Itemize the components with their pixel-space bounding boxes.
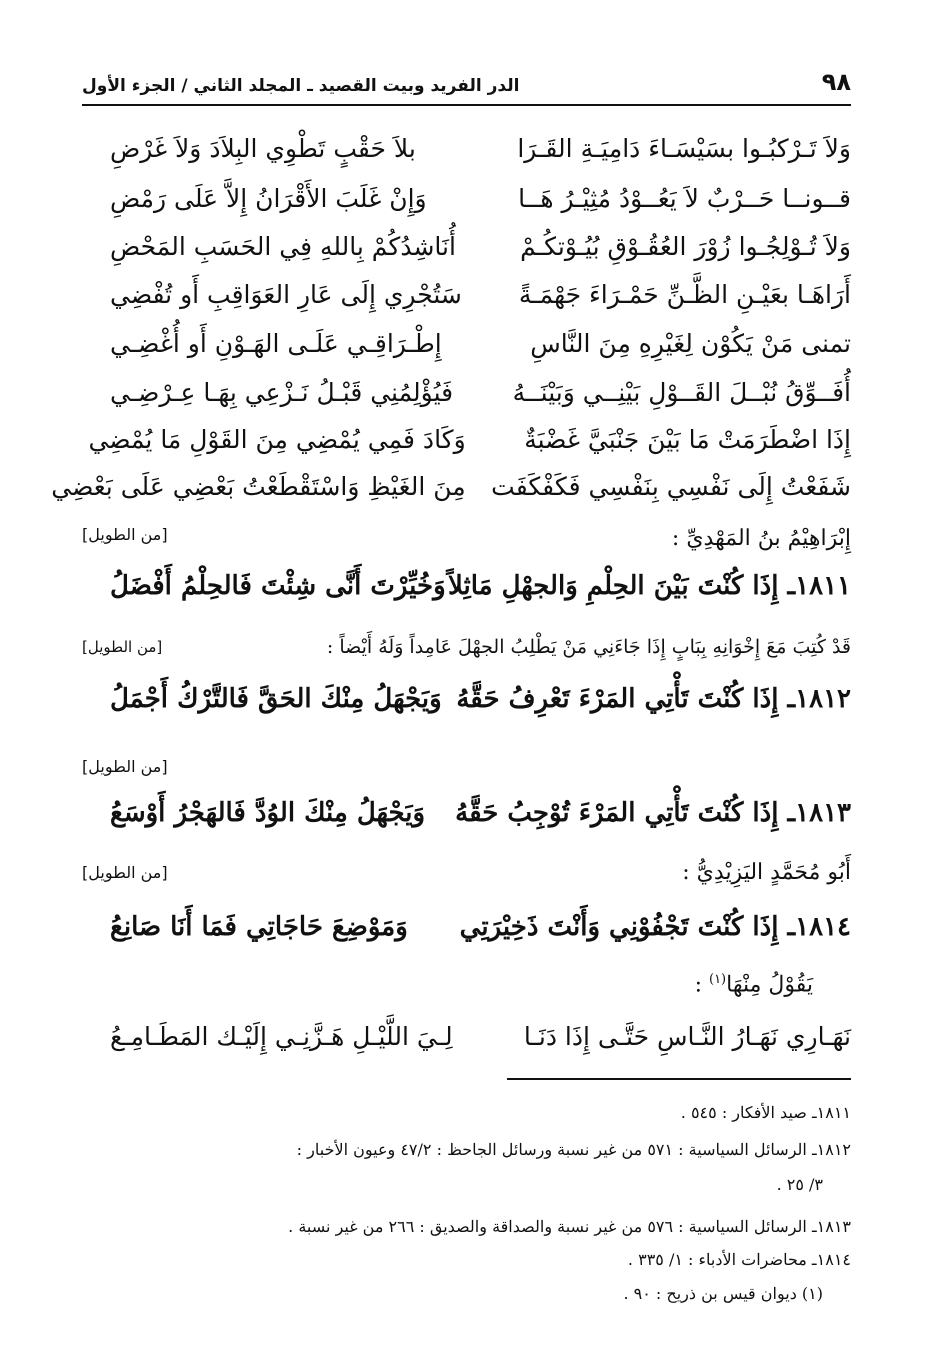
verse-first-hemistich: إِذَا اضْطَرَمَتْ مَا بَيْنَ جَنْبَيَّ غَضْبَةٌ <box>524 425 851 454</box>
footnote-1811: ١٨١١ـ صيد الأفكار : ٥٤٥ . <box>680 1103 851 1122</box>
verse-first-hemistich: شَفَعْتُ إِلَى نَفْسِي بِنَفْسِي فَكَفْكَفَت <box>491 472 851 501</box>
meter-label: [من الطويل] <box>82 863 168 882</box>
verse-line-1814 <box>110 908 851 946</box>
verse-number: ١٨١٣ـ <box>787 798 851 828</box>
footnote-1814: ١٨١٤ـ محاضرات الأدباء : ١/ ٣٣٥ . <box>627 1250 851 1269</box>
verse-line <box>110 180 851 218</box>
verse-first-hemistich: قــونــا حَــرْبٌ لاَ يَعُــوْدُ مُثِيْـرُ هَــا <box>518 184 851 213</box>
verse-first-hemistich <box>455 794 851 832</box>
verse-line <box>110 374 851 412</box>
meter-label: [من الطويل] <box>82 525 168 544</box>
verse-line-1812 <box>110 680 851 718</box>
page-number: ٩٨ <box>821 68 851 96</box>
intro-text: يَقُوْلُ مِنْهَا <box>726 972 813 998</box>
verse-second-hemistich: مِنَ الغَيْظِ وَاسْتَقْطَعْتُ بَعْضِي عَلَى بَعْضِي <box>51 472 466 501</box>
verse-second-hemistich: فَيُؤْلِمُنِي قَبْـلُ نَـزْعِي بِهَـا عِـرْضِـي <box>110 378 454 407</box>
footnote-1813: ١٨١٣ـ الرسائل السياسية : ٥٧٦ من غير نسبة والصداقة والصديق : ٢٦٦ من غير نسبة . <box>288 1217 851 1236</box>
quote-intro <box>82 963 813 997</box>
verse-second-hemistich: أُنَاشِدُكُمْ بِاللهِ فِي الحَسَبِ المَحْضِ <box>110 232 456 261</box>
verse-line <box>88 421 851 459</box>
poet-intro: أَبُو مُحَمَّدٍ اليَزِيْدِيُّ : <box>682 860 851 885</box>
footnote-rule <box>507 1078 851 1080</box>
footnote-marker: (١) <box>708 972 727 987</box>
verse-first-hemistich: نَهَـارِي نَهَـارُ النَّـاسِ حَتَّـى إِذَا دَنَـا <box>523 1022 851 1051</box>
page-header <box>82 62 851 96</box>
verse-number: ١٨١٤ـ <box>787 912 851 942</box>
header-rule <box>82 104 851 106</box>
verse-line <box>51 468 851 506</box>
footnote-1812: ١٨١٢ـ الرسائل السياسية : ٥٧١ من غير نسبة ورسائل الجاحظ : ٤٧/٢ وعيون الأخبار : <box>296 1140 851 1159</box>
hemistich-text: إِذَا كُنْتَ تَأْتِي المَرْءَ تَعْرِفُ حَقَّهُ <box>456 684 779 714</box>
footnote-note-1: (١) ديوان قيس بن ذريح : ٩٠ . <box>623 1284 823 1303</box>
verse-number: ١٨١١ـ <box>787 571 851 601</box>
footnote-1812-cont: ٣/ ٢٥ . <box>776 1175 823 1194</box>
verse-line <box>110 276 851 314</box>
verse-first-hemistich: أُفَــوِّقُ نُبْــلَ القَــوْلِ بَيْنِــي وَبَيْنَــهُ <box>512 378 851 407</box>
verse-first-hemistich <box>456 680 851 718</box>
intro-text: قَدْ كُتِبَ مَعَ إِخْوَانِهِ بِبَابٍ إِذَا جَاءَنِي مَنْ يَطْلِبُ الجهْلَ عَامِداً وَلَهُ أَيْضاً : <box>326 636 851 658</box>
verse-second-hemistich: لِـيَ اللَّيْـلِ هَـزَّنِـي إِلَيْـك المَطَـامِـعُ <box>110 1022 453 1051</box>
poet-intro: إِبْرَاهِيْمُ بنُ المَهْدِيِّ : <box>671 526 851 551</box>
verse-second-hemistich: وَإِنْ غَلَبَ الأَقْرَانُ إِلاَّ عَلَى رَمْضِ <box>110 184 427 213</box>
running-title: الدر الفريد وبيت القصيد ـ المجلد الثاني / الجزء الأول <box>82 76 520 96</box>
verse-second-hemistich: بلاَ حَقْبٍ تَطْوِي البِلاَدَ وَلاَ غَرْضِ <box>110 134 416 163</box>
hemistich-text: إِذَا كُنْتَ تَجْفُوْنِي وَأَنْتَ ذَخِيْرَتِي <box>459 912 779 942</box>
verse-second-hemistich: وَيَجْهَلُ مِنْكَ الحَقَّ فَالتَّرْكُ أَجْمَلُ <box>110 684 442 714</box>
hemistich-text: إِذَا كُنْتَ تَأْتِي المَرْءَ تُوْجِبُ حَقَّهُ <box>455 798 779 828</box>
meter-label: [من الطويل] <box>82 757 168 776</box>
verse-first-hemistich: وَلاَ تَـرْكبُـوا بسَيْسَـاءَ دَامِيَـةِ القَـرَا <box>517 134 851 163</box>
verse-first-hemistich: أَرَاهَـا بعَيْـنِ الظَّـنِّ حَمْـرَاءَ جَهْمَـةً <box>518 280 851 309</box>
verse-second-hemistich: سَتُجْرِي إِلَى عَارِ العَوَاقِبِ أَو تُفْضِي <box>110 280 462 309</box>
verse-second-hemistich: وَيَجْهَلُ مِنْكَ الوُدَّ فَالهَجْرُ أَوْسَعُ <box>110 798 426 828</box>
verse-first-hemistich: وَلاَ تُـوْلِجُـوا زُوْرَ العُقُـوْقِ بُيُـوْتكُـمْ <box>520 232 851 261</box>
verse-line <box>110 228 851 266</box>
verse-line-1811 <box>110 567 851 605</box>
verse-first-hemistich: تمنى مَنْ يَكُوْن لِغَيْرِهِ مِنَ النَّاسِ <box>530 329 851 358</box>
verse-line-1813 <box>110 794 851 832</box>
verse-second-hemistich: وَمَوْضِعَ حَاجَاتِي فَمَا أَنَا صَانِعُ <box>110 912 408 942</box>
verse-second-hemistich: إِطْـرَاقِـي عَلَـى الهَـوْنِ أَو أُغْضِـي <box>110 329 442 358</box>
verse-number: ١٨١٢ـ <box>787 684 851 714</box>
verse-line <box>110 130 851 168</box>
verse-second-hemistich: وَكَادَ فَمِي يُمْضِي مِنَ القَوْلِ مَا يُمْضِي <box>88 425 466 454</box>
verse-first-hemistich <box>459 908 851 946</box>
verse-line <box>110 325 851 363</box>
meter-label: [من الطويل] <box>82 638 163 656</box>
intro-colon: : <box>694 972 709 998</box>
verse-line <box>110 1018 851 1056</box>
verse-first-hemistich <box>447 567 851 605</box>
hemistich-text: إِذَا كُنْتَ بَيْنَ الحِلْمِ وَالجهْلِ مَاثِلاً <box>447 571 779 601</box>
poet-intro-1812 <box>82 630 851 664</box>
verse-second-hemistich: وَخُيِّرْتَ أَنَّى شِئْتَ فَالحِلْمُ أَفْضَلُ <box>110 571 446 601</box>
